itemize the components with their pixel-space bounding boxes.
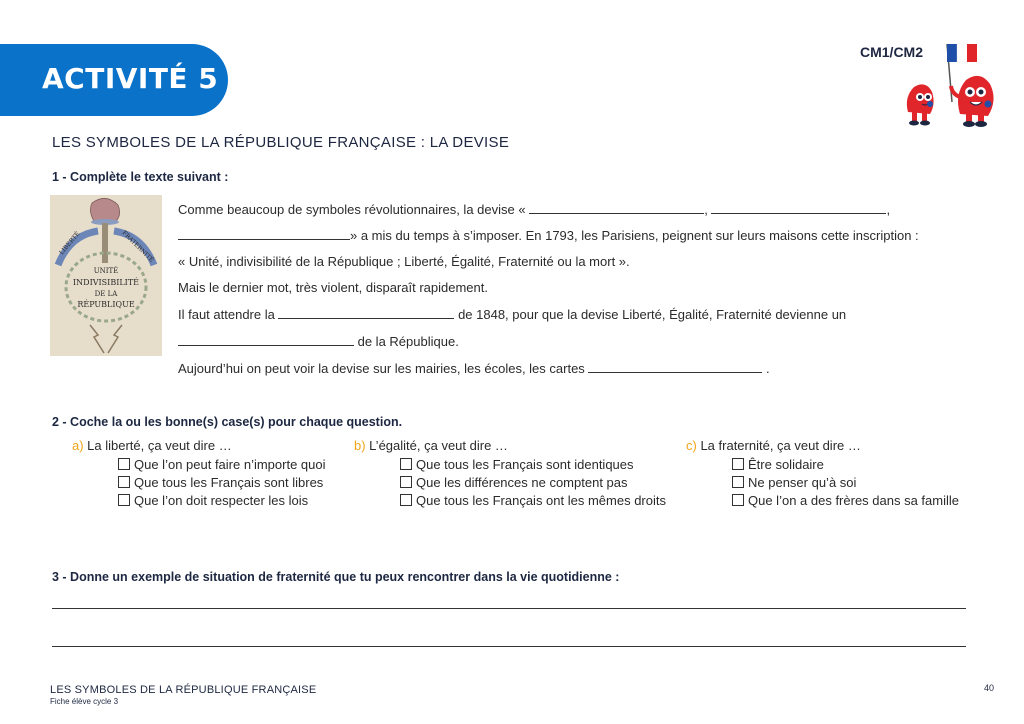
question-3-title: 3 - Donne un exemple de situation de fraternité que tu peux rencontrer dans la vie quotidienne : xyxy=(52,570,620,584)
question-letter: b) xyxy=(354,438,366,453)
q1-line-4: Mais le dernier mot, très violent, disparaît rapidement. xyxy=(178,280,488,295)
question-text: La fraternité, ça veut dire … xyxy=(696,438,861,453)
q1-comma-2: , xyxy=(886,202,891,217)
question-letter: c) xyxy=(686,438,697,453)
q1-text: Aujourd’hui on peut voir la devise sur les mairies, les écoles, les cartes xyxy=(178,361,589,376)
checkbox-option[interactable]: Que tous les Français ont les mêmes droits xyxy=(400,492,666,510)
q1-line-1 xyxy=(178,202,890,217)
checkbox[interactable] xyxy=(732,476,744,488)
checkbox-option[interactable]: Que tous les Français sont libres xyxy=(118,474,326,492)
question-2a xyxy=(72,438,326,510)
checkbox[interactable] xyxy=(400,494,412,506)
checkbox-option[interactable]: Ne penser qu’à soi xyxy=(732,474,959,492)
checkbox-option[interactable]: Que l’on doit respecter les lois xyxy=(118,492,326,510)
question-text: L’égalité, ça veut dire … xyxy=(365,438,508,453)
checkbox[interactable] xyxy=(400,476,412,488)
blank-4[interactable] xyxy=(278,307,454,319)
checkbox[interactable] xyxy=(732,494,744,506)
checkbox[interactable] xyxy=(118,458,130,470)
right-mascot-icon xyxy=(951,76,994,127)
blank-2[interactable] xyxy=(711,202,886,214)
blank-6[interactable] xyxy=(588,361,762,373)
q1-comma-1: , xyxy=(704,202,708,217)
q1-line-6 xyxy=(178,334,459,349)
question-2b xyxy=(354,438,666,510)
mascots-illustration xyxy=(900,42,1005,130)
footer-title: LES SYMBOLES DE LA RÉPUBLIQUE FRANÇAISE xyxy=(50,684,317,696)
page-title: LES SYMBOLES DE LA RÉPUBLIQUE FRANÇAISE : LA DEVISE xyxy=(52,134,510,151)
checkbox[interactable] xyxy=(400,458,412,470)
french-flag-icon xyxy=(947,44,977,62)
poster-text-3: DE LA xyxy=(94,290,118,298)
poster-text-1: UNITÉ xyxy=(93,267,119,275)
checkbox[interactable] xyxy=(118,476,130,488)
q1-line-5 xyxy=(178,307,846,322)
level-label: CM1/CM2 xyxy=(860,44,924,60)
question-1-title: 1 - Complète le texte suivant : xyxy=(52,170,229,184)
q1-line-7 xyxy=(178,361,770,376)
q1-text: » a mis du temps à s’imposer. En 1793, les Parisiens, peignent sur leurs maisons cette inscription : xyxy=(350,228,919,243)
question-text: La liberté, ça veut dire … xyxy=(83,438,232,453)
activity-title: ACTIVITÉ 5 xyxy=(42,62,219,95)
q1-text: . xyxy=(762,361,770,376)
question-2-title: 2 - Coche la ou les bonne(s) case(s) pour chaque question. xyxy=(52,415,403,429)
poster-left-ribbon: LIBERTÉ xyxy=(58,230,82,257)
answer-line-2[interactable] xyxy=(52,646,966,647)
checkbox-option[interactable]: Que les différences ne comptent pas xyxy=(400,474,666,492)
q1-text: Il faut attendre la xyxy=(178,307,279,322)
q1-line-3: « Unité, indivisibilité de la République ; Liberté, Égalité, Fraternité ou la mort ». xyxy=(178,254,630,269)
poster-text-2: INDIVISIBILITÉ xyxy=(73,278,139,287)
q1-line-2 xyxy=(178,228,919,243)
blank-5[interactable] xyxy=(178,334,354,346)
page-number: 40 xyxy=(984,683,995,693)
footer-subtitle: Fiche élève cycle 3 xyxy=(50,697,119,706)
revolutionary-poster-image xyxy=(50,195,162,356)
blank-3[interactable] xyxy=(178,228,350,240)
poster-text-4: RÉPUBLIQUE xyxy=(77,300,135,309)
checkbox-option[interactable]: Que l’on a des frères dans sa famille xyxy=(732,492,959,510)
q1-text: de la République. xyxy=(354,334,459,349)
poster-right-ribbon: FRATERNITÉ xyxy=(120,229,155,264)
checkbox-option[interactable]: Que l’on peut faire n’importe quoi xyxy=(118,456,326,474)
q1-text: de 1848, pour que la devise Liberté, Égalité, Fraternité devienne un xyxy=(454,307,847,322)
checkbox[interactable] xyxy=(118,494,130,506)
checkbox-option[interactable]: Être solidaire xyxy=(732,456,959,474)
q1-text: Comme beaucoup de symboles révolutionnaires, la devise « xyxy=(178,202,530,217)
answer-line-1[interactable] xyxy=(52,608,966,609)
question-2c xyxy=(686,438,959,510)
blank-1[interactable] xyxy=(529,202,704,214)
left-mascot-icon xyxy=(907,84,934,125)
checkbox-option[interactable]: Que tous les Français sont identiques xyxy=(400,456,666,474)
question-letter: a) xyxy=(72,438,84,453)
checkbox[interactable] xyxy=(732,458,744,470)
